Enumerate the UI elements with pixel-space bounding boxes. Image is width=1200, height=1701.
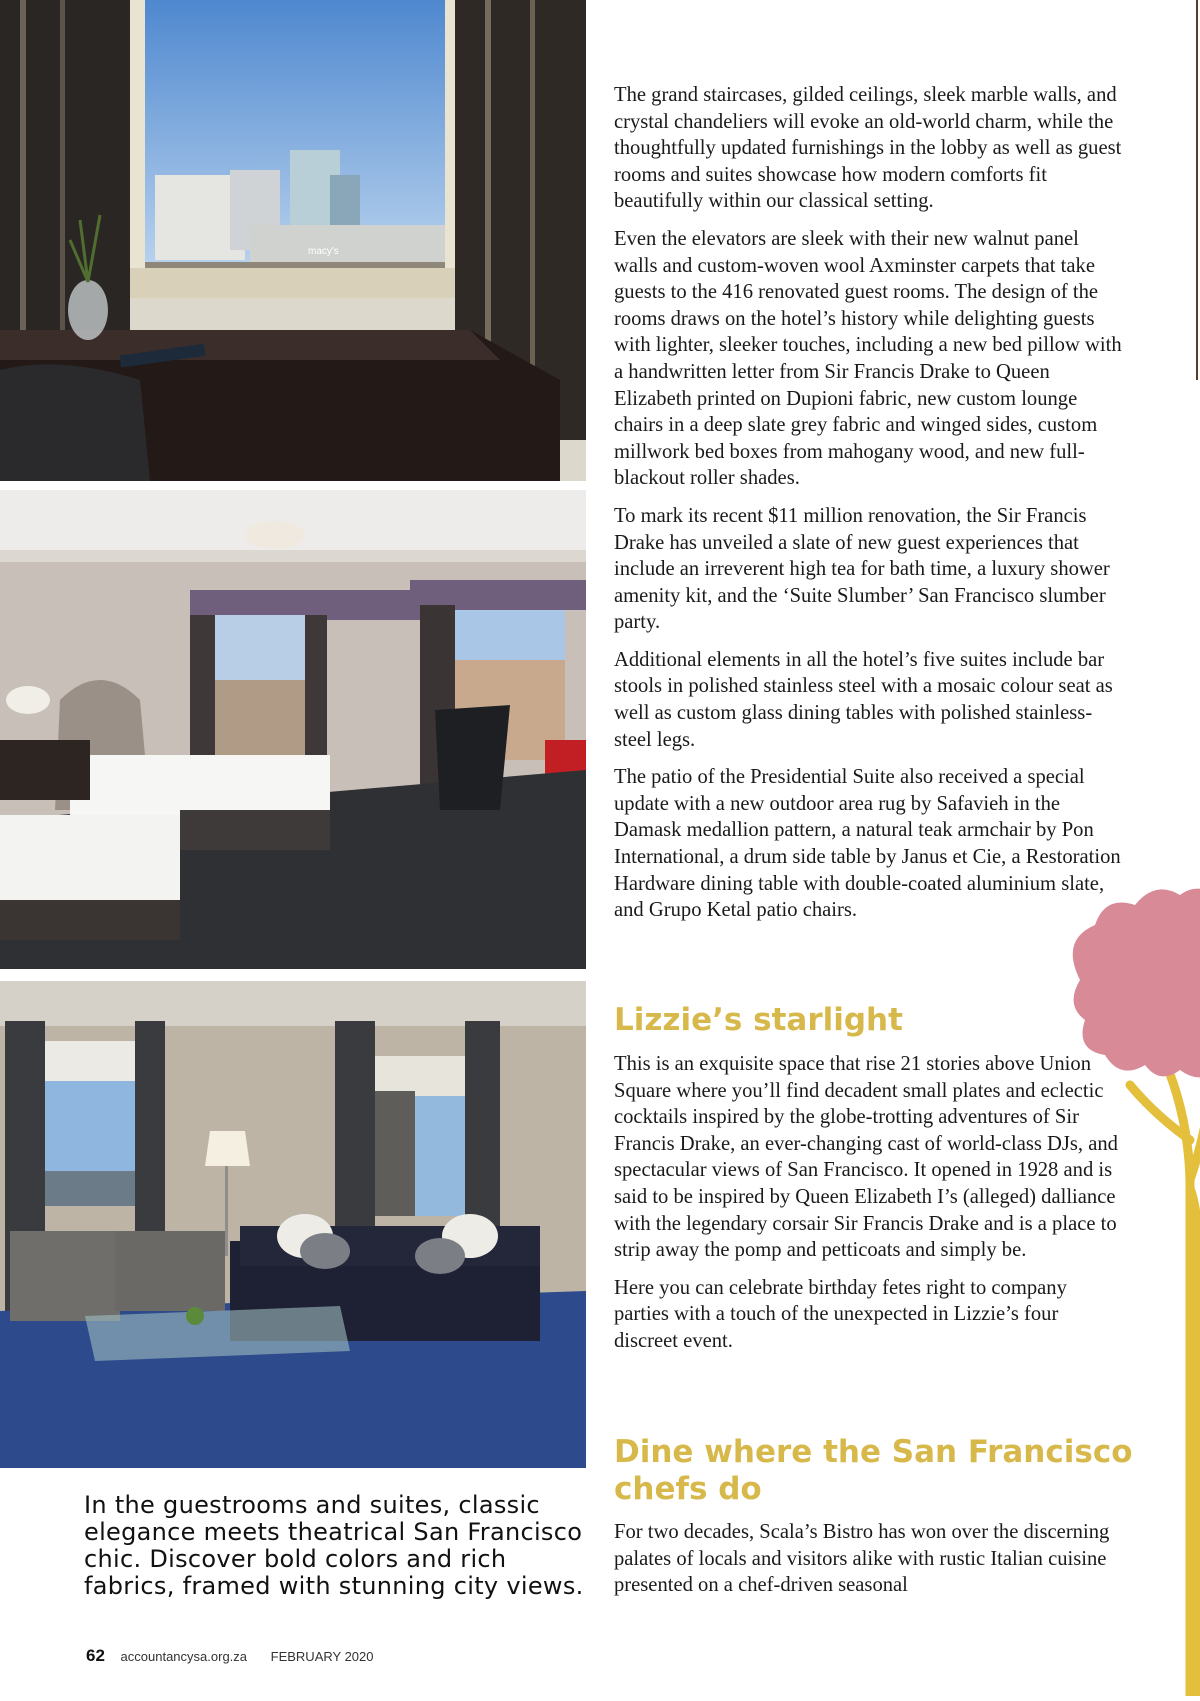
- photo-bedroom-two-beds: [0, 490, 586, 969]
- photo-caption: In the guestrooms and suites, classic elegance meets theatrical San Francisco chic. Discover bold colors and rich fabrics, framed with stunning city views.: [84, 1491, 584, 1600]
- paragraph: For two decades, Scala’s Bistro has won over the discerning palates of locals and visitors alike with rustic Italian cuisine presented on a chef-driven seasonal: [614, 1521, 1110, 1597]
- footer-site: accountancysa.org.za: [120, 1649, 248, 1664]
- body-text-lizzies: [614, 1051, 1122, 1366]
- section-heading-dine: Dine where the San Francisco chefs do: [614, 1434, 1133, 1507]
- paragraph: To mark its recent $11 million renovation, the Sir Francis Drake has unveiled a slate of new guest experiences that include an irreverent high tea for bath time, a luxury shower amenity kit, and the ‘Suite Slumber’ San Francisco slumber party.: [614, 504, 1110, 634]
- paragraph: The grand staircases, gilded ceilings, sleek marble walls, and crystal chandeliers will evoke an old-world charm, while the thoughtfully updated furnishings in the lobby as well as guest rooms and suites showcase how modern comforts fit beautifully within our classical setting.: [614, 84, 1122, 213]
- page-footer: [86, 1646, 374, 1666]
- page-edge-line: [1196, 0, 1198, 380]
- section-heading-lizzies-starlight: Lizzie’s starlight: [614, 1002, 903, 1038]
- photo-suite-living-room: [0, 981, 586, 1468]
- page-number: 62: [86, 1646, 105, 1665]
- paragraph: Here you can celebrate birthday fetes right to company parties with a touch of the unexpected in Lizzie’s four discreet event.: [614, 1276, 1067, 1352]
- body-text-intro: [614, 82, 1122, 935]
- paragraph: This is an exquisite space that rise 21 stories above Union Square where you’ll find decadent small plates and eclectic cocktails inspired by the globe-trotting adventures of Sir Francis Drake, an ever-changing cast of world-class DJs, and spectacular views of San Francisco. It opened in 1928 and is said to be inspired by Queen Elizabeth I’s (alleged) dalliance with the legendary corsair Sir Francis Drake and is a place to strip away the pomp and petticoats and simply be.: [614, 1053, 1118, 1262]
- photo-window-city-view: [0, 0, 586, 481]
- body-text-dine: [614, 1519, 1122, 1610]
- paragraph: The patio of the Presidential Suite also received a special update with a new outdoor area rug by Safavieh in the Damask medallion pattern, a natural teak armchair by Pon International, a drum side table by Janus et Cie, a Restoration Hardware dining table with double-coated aluminium slate, and Grupo Ketal patio chairs.: [614, 766, 1121, 922]
- paragraph: Additional elements in all the hotel’s five suites include bar stools in polished stainless steel with a mosaic colour seat as well as custom glass dining tables with polished stainless-steel legs.: [614, 648, 1113, 751]
- paragraph: Even the elevators are sleek with their new walnut panel walls and custom-woven wool Axminster carpets that take guests to the 416 renovated guest rooms. The design of the rooms draws on the hotel’s history while delighting guests with lighter, sleeker touches, including a new bed pillow with a handwritten letter from Sir Francis Drake to Queen Elizabeth printed on Dupioni fabric, new custom lounge chairs in a deep slate grey fabric and winged sides, custom millwork bed boxes from mahogany wood, and new full-blackout roller shades.: [614, 227, 1122, 490]
- decorative-tree-illustration: [1060, 880, 1200, 1696]
- footer-issue: FEBRUARY 2020: [270, 1649, 374, 1664]
- macys-sign: macy's: [308, 246, 339, 257]
